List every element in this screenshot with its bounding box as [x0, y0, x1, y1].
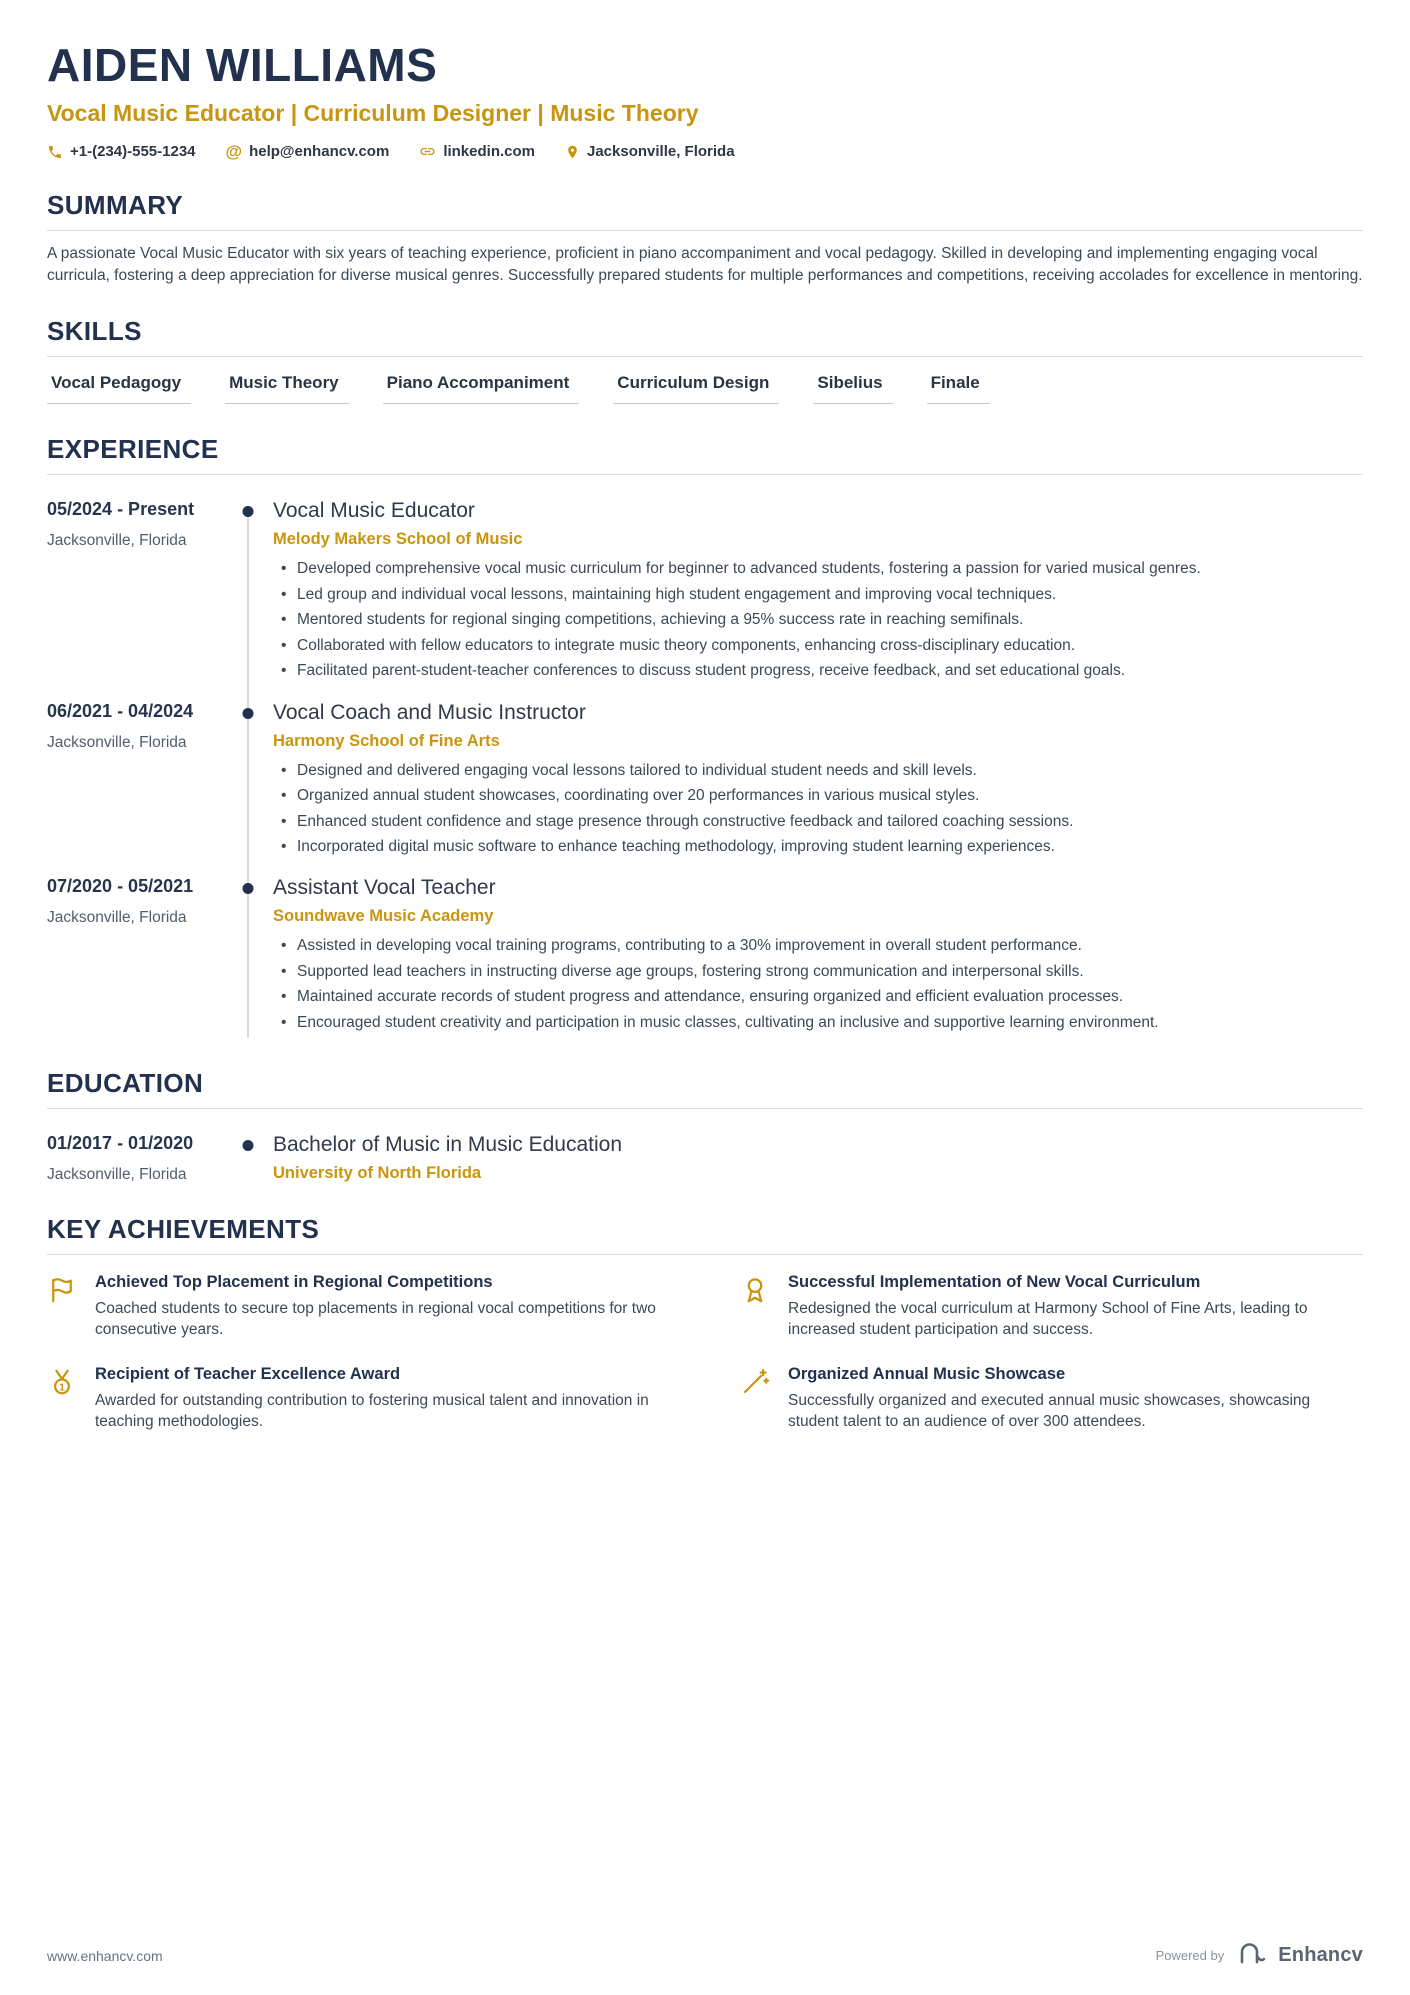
timeline-line [247, 701, 249, 877]
entry-title: Vocal Music Educator [273, 499, 475, 523]
achievement-title: Successful Implementation of New Vocal Curriculum [788, 1273, 1201, 1292]
contact-link[interactable] [419, 143, 535, 160]
timeline-line [247, 876, 249, 1038]
summary-heading: SUMMARY [47, 190, 1363, 231]
bullet-item: • Led group and individual vocal lessons, maintaining high student engagement and improving vocal techniques. [273, 585, 1363, 605]
entry-dates: 01/2017 - 01/2020 [47, 1133, 194, 1154]
entry-location: Jacksonville, Florida [47, 1166, 187, 1184]
education-entry [47, 1119, 1363, 1184]
enhancv-brand-name: Enhancv [1278, 1944, 1363, 1966]
bullet-item: • Supported lead teachers in instructing diverse age groups, fostering strong communication and interpersonal skills. [273, 962, 1363, 982]
achievement-body [95, 1273, 670, 1341]
medal-first-place-icon [47, 1365, 95, 1433]
section-experience [47, 434, 1363, 1038]
summary-text: A passionate Vocal Music Educator with six years of teaching experience, proficient in piano accompaniment and vocal pedagogy. Skilled in developing and implementing engaging vocal curricula, fostering a deep appreciation for diverse musical genres. Successfully prepared students for multiple performances and competitions, receiving accolades for excellence in mentoring. [47, 245, 1363, 284]
degree-title: Bachelor of Music in Music Education [273, 1133, 622, 1157]
experience-entry [47, 687, 1363, 863]
bullet-item: • Designed and delivered engaging vocal lessons tailored to individual student needs and skill levels. [273, 761, 1363, 781]
entry-title: Assistant Vocal Teacher [273, 876, 496, 900]
timeline-dot [243, 708, 254, 719]
bullet-item: • Organized annual student showcases, coordinating over 20 performances in various musical styles. [273, 786, 1363, 806]
entry-content [263, 499, 1363, 686]
entry-bullets [273, 936, 1363, 1033]
entry-meta [47, 876, 233, 1038]
bullet-item: • Enhanced student confidence and stage presence through constructive feedback and tailored coaching sessions. [273, 812, 1363, 832]
achievement-body [95, 1365, 670, 1433]
bullet-item: • Assisted in developing vocal training programs, contributing to a 30% improvement in overall student performance. [273, 936, 1363, 956]
timeline [233, 876, 263, 1038]
timeline-dot [243, 883, 254, 894]
experience-heading: EXPERIENCE [47, 434, 1363, 475]
entry-company: Harmony School of Fine Arts [273, 731, 500, 750]
contact-email-value: help@enhancv.com [249, 143, 390, 160]
achievement-body [788, 1365, 1363, 1433]
entry-dates: 07/2020 - 05/2021 [47, 876, 194, 897]
footer-brand [1156, 1942, 1363, 1969]
skill-item: Music Theory [225, 373, 349, 404]
phone-icon [47, 144, 63, 160]
entry-content [263, 701, 1363, 863]
achievement-text: Awarded for outstanding contribution to fostering musical talent and innovation in teaching methodologies. [95, 1392, 649, 1431]
flag-icon [47, 1273, 95, 1341]
entry-location: Jacksonville, Florida [47, 532, 187, 550]
enhancv-logo-icon [1238, 1942, 1268, 1969]
contact-row [47, 143, 1363, 160]
achievement-text: Successfully organized and executed annual music showcases, showcasing student talent to an audience of over 300 attendees. [788, 1392, 1311, 1431]
timeline-line [247, 509, 249, 700]
section-education [47, 1068, 1363, 1184]
section-achievements [47, 1214, 1363, 1433]
bullet-item: • Incorporated digital music software to enhance teaching methodology, improving student learning experiences. [273, 837, 1363, 857]
experience-entries [47, 485, 1363, 1038]
timeline [233, 1133, 263, 1184]
bullet-item: • Mentored students for regional singing competitions, achieving a 95% success rate in reaching semifinals. [273, 610, 1363, 630]
timeline-dot [243, 1140, 254, 1151]
entry-dates: 06/2021 - 04/2024 [47, 700, 194, 721]
skill-item: Finale [927, 373, 990, 404]
contact-phone [47, 143, 196, 160]
education-entries [47, 1119, 1363, 1184]
entry-meta [47, 701, 233, 863]
achievements-heading: KEY ACHIEVEMENTS [47, 1214, 1363, 1255]
section-skills [47, 316, 1363, 404]
bullet-item: • Encouraged student creativity and participation in music classes, cultivating an inclusive and supportive learning environment. [273, 1013, 1363, 1033]
school-name: University of North Florida [273, 1164, 482, 1183]
achievement-body [788, 1273, 1363, 1341]
achievement-title: Achieved Top Placement in Regional Competitions [95, 1273, 493, 1292]
bullet-item: • Collaborated with fellow educators to integrate music theory components, enhancing cross-disciplinary education. [273, 636, 1363, 656]
contact-email[interactable] [226, 143, 390, 160]
entry-meta [47, 1133, 233, 1184]
timeline-dot [243, 506, 254, 517]
entry-bullets [273, 559, 1363, 681]
contact-location [565, 143, 735, 160]
achievement-title: Organized Annual Music Showcase [788, 1365, 1066, 1384]
bullet-item: • Maintained accurate records of student progress and attendance, ensuring organized and efficient evaluation processes. [273, 987, 1363, 1007]
entry-bullets [273, 761, 1363, 858]
resume-header [47, 38, 1363, 160]
achievements-grid [47, 1273, 1363, 1433]
at-icon: @ [225, 142, 243, 161]
entry-content [263, 876, 1363, 1038]
skill-item: Vocal Pedagogy [47, 373, 191, 404]
achievement-item [740, 1365, 1363, 1433]
skill-item: Sibelius [813, 373, 892, 404]
link-icon [419, 143, 436, 160]
education-heading: EDUCATION [47, 1068, 1363, 1109]
magic-wand-icon [740, 1365, 788, 1433]
entry-location: Jacksonville, Florida [47, 909, 187, 927]
bullet-item: • Developed comprehensive vocal music curriculum for beginner to advanced students, fostering a passion for varied musical genres. [273, 559, 1363, 579]
location-pin-icon [565, 144, 580, 160]
experience-entry [47, 485, 1363, 686]
entry-meta [47, 499, 233, 686]
achievement-text: Coached students to secure top placements in regional vocal competitions for two consecutive years. [95, 1300, 656, 1339]
entry-company: Soundwave Music Academy [273, 907, 494, 926]
achievement-title: Recipient of Teacher Excellence Award [95, 1365, 401, 1384]
achievement-item [740, 1273, 1363, 1341]
bullet-item: • Facilitated parent-student-teacher conferences to discuss student progress, receive feedback, and set educational goals. [273, 661, 1363, 681]
entry-company: Melody Makers School of Music [273, 530, 523, 549]
contact-link-value: linkedin.com [443, 143, 535, 160]
achievement-item [47, 1273, 670, 1341]
contact-location-value: Jacksonville, Florida [587, 143, 735, 160]
svg-text:1: 1 [59, 1382, 65, 1394]
timeline [233, 499, 263, 686]
candidate-job-title: Vocal Music Educator | Curriculum Designer | Music Theory [47, 100, 699, 126]
powered-by-label: Powered by [1155, 1948, 1225, 1963]
skills-heading: SKILLS [47, 316, 1363, 357]
badge-ribbon-icon [740, 1273, 788, 1341]
skill-item: Piano Accompaniment [383, 373, 580, 404]
experience-entry [47, 862, 1363, 1038]
entry-dates: 05/2024 - Present [47, 499, 195, 520]
entry-title: Vocal Coach and Music Instructor [273, 700, 586, 724]
footer-website-link[interactable]: www.enhancv.com [47, 1947, 163, 1964]
section-summary [47, 190, 1363, 286]
achievement-item [47, 1365, 670, 1433]
page-footer [47, 1942, 1363, 1969]
achievement-text: Redesigned the vocal curriculum at Harmony School of Fine Arts, leading to increased student participation and success. [788, 1300, 1308, 1339]
entry-content [263, 1133, 1363, 1184]
skill-item: Curriculum Design [613, 373, 779, 404]
timeline [233, 701, 263, 863]
contact-phone-value: +1-(234)-555-1234 [70, 143, 196, 160]
entry-location: Jacksonville, Florida [47, 733, 187, 751]
candidate-name: AIDEN WILLIAMS [47, 39, 438, 91]
skills-list [47, 373, 1363, 404]
